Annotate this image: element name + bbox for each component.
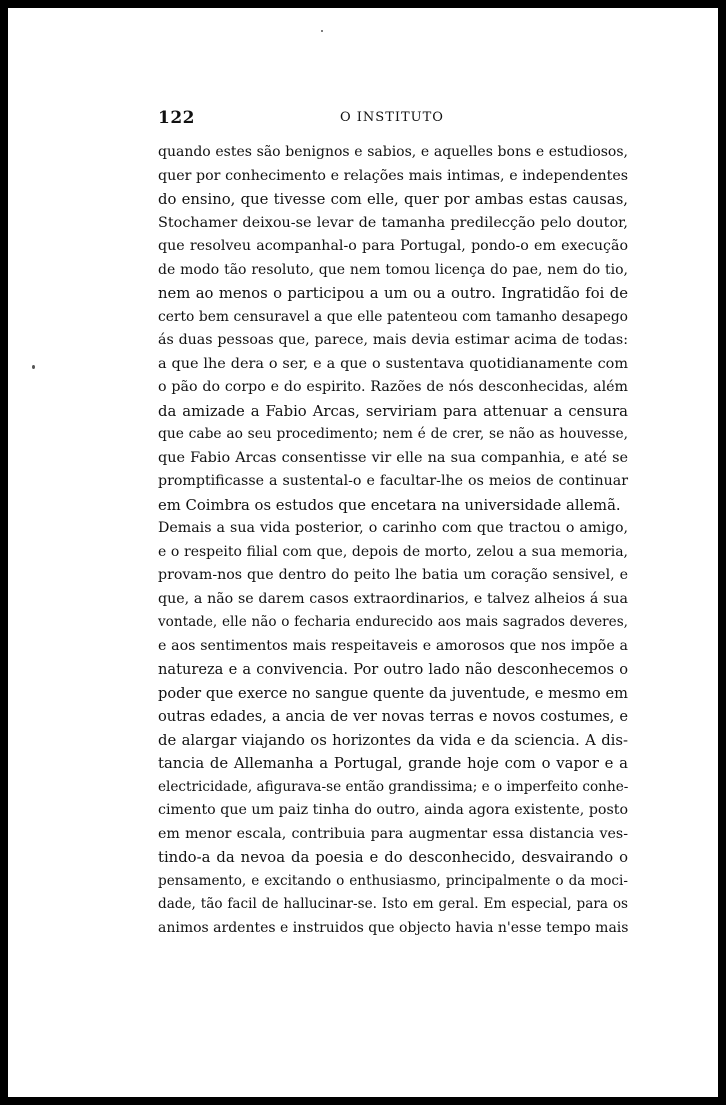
ink-speck: [32, 365, 35, 369]
text-line: tindo-a da nevoa da poesia e do desconhecido, desvairando o: [158, 849, 628, 866]
text-line: dade, tão facil de hallucinar-se. Isto em geral. Em especial, para os: [158, 896, 628, 912]
text-line: cimento que um paiz tinha do outro, ainda agora existente, posto: [158, 802, 628, 818]
page-header: [8, 108, 718, 132]
text-line: animos ardentes e instruidos que objecto havia n'esse tempo mais: [158, 919, 629, 936]
page-number: 122: [158, 108, 195, 128]
text-line: da amizade a Fabio Arcas, serviriam para attenuar a censura: [158, 402, 628, 420]
text-line: e aos sentimentos mais respeitaveis e amorosos que nos impõe a: [158, 637, 628, 654]
text-line: tancia de Allemanha a Portugal, grande hoje com o vapor e a: [158, 755, 628, 772]
text-line: em Coimbra os estudos que encetara na universidade allemã.: [158, 496, 621, 514]
text-line: em menor escala, contribuia para augmentar essa distancia ves-: [158, 825, 628, 842]
text-line: a que lhe dera o ser, e a que o sustentava quotidianamente com: [158, 355, 628, 372]
text-line: quando estes são benignos e sabios, e aquelles bons e estudiosos,: [158, 144, 628, 160]
running-title: O INSTITUTO: [340, 110, 444, 125]
text-line: vontade, elle não o fecharia endurecido aos mais sagrados deveres,: [158, 614, 628, 630]
book-page: [8, 8, 718, 1097]
text-line: ás duas pessoas que, parece, mais devia estimar acima de todas:: [158, 332, 628, 348]
text-line: que resolveu acompanhal-o para Portugal, pondo-o em execução: [158, 238, 628, 254]
text-line: promptificasse a sustental-o e facultar-lhe os meios de continuar: [158, 473, 628, 489]
text-line: electricidade, afigurava-se então grandissima; e o imperfeito conhe-: [158, 778, 629, 795]
text-line: de modo tão resoluto, que nem tomou licença do pae, nem do tio,: [158, 261, 628, 278]
text-line: que cabe ao seu procedimento; nem é de crer, se não as houvesse,: [158, 426, 628, 442]
text-line: nem ao menos o participou a um ou a outro. Ingratidão foi de: [158, 285, 628, 302]
text-line: certo bem censuravel a que elle patenteou com tamanho desapego: [158, 308, 628, 325]
body-text: [158, 141, 628, 940]
text-line: de alargar viajando os horizontes da vida e da sciencia. A dis-: [158, 731, 628, 749]
text-line: pensamento, e excitando o enthusiasmo, principalmente o da moci-: [158, 872, 628, 889]
text-line: Demais a sua vida posterior, o carinho com que tractou o amigo,: [158, 520, 628, 536]
text-line: outras edades, a ancia de ver novas terras e novos costumes, e: [158, 708, 628, 725]
text-line: natureza e a convivencia. Por outro lado não desconhecemos o: [158, 661, 628, 678]
text-line: que, a não se darem casos extraordinarios, e talvez alheios á sua: [158, 590, 628, 607]
text-line: e o respeito filial com que, depois de morto, zelou a sua memoria,: [158, 543, 628, 560]
text-line: do ensino, que tivesse com elle, quer por ambas estas causas,: [158, 191, 628, 208]
text-line: Stochamer deixou-se levar de tamanha predilecção pelo doutor,: [158, 214, 628, 231]
text-line: quer por conhecimento e relações mais intimas, e independentes: [158, 167, 628, 184]
text-line: o pão do corpo e do espirito. Razões de nós desconhecidas, além: [158, 379, 628, 395]
text-line: provam-nos que dentro do peito lhe batia um coração sensivel, e: [158, 567, 628, 583]
ink-speck: [321, 30, 323, 32]
text-line: que Fabio Arcas consentisse vir elle na sua companhia, e até se: [158, 449, 628, 466]
text-line: poder que exerce no sangue quente da juventude, e mesmo em: [158, 684, 628, 702]
